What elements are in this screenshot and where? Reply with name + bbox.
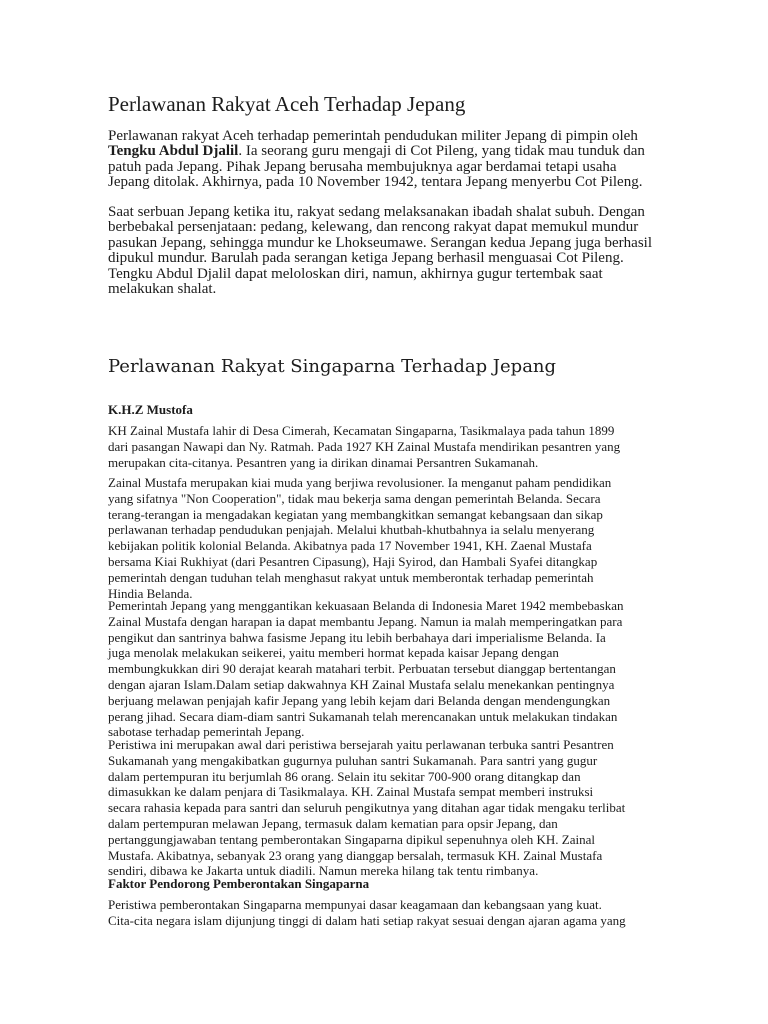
text-line: dipukul mundur. Barulah pada serangan ketiga Jepang berhasil menguasai Cot Pileng. (108, 250, 624, 267)
text-line: Jepang ditolak. Akhirnya, pada 10 November 1942, tentara Jepang menyerbu Cot Pileng. (108, 174, 643, 191)
text-line: Peristiwa pemberontakan Singaparna mempunyai dasar keagamaan dan kebangsaan yang kuat. (108, 897, 602, 912)
paragraph-aceh-2 (108, 205, 652, 297)
subheading-khz-mustofa: K.H.Z Mustofa (108, 402, 193, 417)
text-line: Pemerintah Jepang yang menggantikan kekuasaan Belanda di Indonesia Maret 1942 membebaskan (108, 598, 624, 613)
text-line: dalam pertempuran itu berjumlah 86 orang. Selain itu sekitar 700-900 orang ditangkap dan (108, 768, 581, 784)
text-line: kebijakan politik kolonial Belanda. Akibatnya pada 17 November 1941, KH. Zaenal Mustafa (108, 538, 592, 554)
text-line: pemerintah dengan tuduhan telah menghasut rakyat untuk memberontak terhadap pemerintah (108, 569, 594, 585)
paragraph-singaparna-5 (108, 897, 626, 929)
text-line: dimasukkan ke dalam penjara di Tasikmalaya. KH. Zainal Mustafa sempat memberi instruksi (108, 784, 594, 800)
text-line: dalam pertempuran melawan Jepang, termasuk dalam kematian para opsir Jepang, dan (108, 815, 558, 831)
text-line: secara rahasia kepada para santri dan seluruh pengikutnya yang ditahan agar tidak mengaku terlibat (108, 800, 626, 816)
text-line: Mustafa. Akibatnya, sebanyak 23 orang yang dianggap bersalah, termasuk KH. Zainal Mustafa (108, 847, 603, 863)
text-line: Zainal Mustafa dengan harapan ia dapat membantu Jepang. Namun ia malah memperingatkan para (108, 613, 623, 629)
text-line: Sukamanah yang mengakibatkan gugurnya puluhan santri Sukamanah. Para santri yang gugur (108, 752, 598, 768)
text-line: pasukan Jepang, sehingga mundur ke Lhokseumawe. Serangan kedua Jepang juga berhasil (108, 234, 653, 251)
text-line: pertanggungjawaban tentang pemberontakan Singaparna dipikul sepenuhnya oleh KH. Zainal (108, 831, 595, 847)
text-line: Zainal Mustafa merupakan kiai muda yang berjiwa revolusioner. Ia menganut paham pendidikan (108, 475, 612, 490)
text-line: pengikut dan santrinya bahwa fasisme Jepang itu lebih berbahaya dari imperialisme Belanda. Ia (108, 629, 606, 645)
text-line: KH Zainal Mustafa lahir di Desa Cimerah, Kecamatan Singaparna, Tasikmalaya pada tahun 1899 (108, 423, 615, 438)
text-line: berbebakal persenjataan: pedang, kelewang, dan rencong rakyat dapat memukul mundur (108, 219, 639, 236)
text-line: Saat serbuan Jepang ketika itu, rakyat sedang melaksanakan ibadah shalat subuh. Dengan (108, 204, 645, 220)
text-line: melakukan shalat. (108, 281, 217, 298)
bold-name-tengku-abdul-djalil: Tengku Abdul Djalil (108, 143, 239, 160)
text-line (108, 144, 645, 159)
text-line: juga menolak melakukan seikerei, yaitu memberi hormat kepada kaisar Jepang dengan (108, 645, 559, 661)
text-line: perang jihad. Secara diam-diam santri Sukamanah telah merencanakan untuk melakukan tindakan (108, 708, 618, 724)
text-line: membungkukkan diri 90 derajat kearah matahari terbit. Perbuatan tersebut dianggap bertentangan (108, 661, 616, 677)
paragraph-aceh-1 (108, 129, 645, 191)
text-line: patuh pada Jepang. Pihak Jepang berusaha membujuknya agar berdamai tetapi usaha (108, 158, 617, 175)
text-line: Cita-cita negara islam dijunjung tinggi di dalam hati setiap rakyat sesuai dengan ajaran agama yang (108, 912, 626, 928)
paragraph-singaparna-2 (108, 475, 611, 601)
text-line: Hindia Belanda. (108, 585, 193, 601)
text-fragment: . Ia seorang guru mengaji di Cot Pileng, yang tidak mau tunduk dan (238, 143, 645, 160)
paragraph-singaparna-3 (108, 598, 624, 740)
text-line: sendiri, dibawa ke Jakarta untuk diadili. Namun mereka hilang tak tentu rimbanya. (108, 863, 539, 879)
section-title-aceh: Perlawanan Rakyat Aceh Terhadap Jepang (108, 92, 466, 116)
text-line: terang-terangan ia mengadakan kegiatan yang membangkitkan semangat kebangsaan dan sikap (108, 506, 603, 522)
text-line: berjuang melawan penjajah kafir Jepang yang lebih kejam dari Belanda dengan mendengungkan (108, 692, 611, 708)
text-line: Tengku Abdul Djalil dapat meloloskan diri, namun, akhirnya gugur tertembak saat (108, 265, 603, 282)
text-line: sabotase terhadap pemerintah Jepang. (108, 724, 305, 740)
text-line: dari pasangan Nawapi dan Ny. Ratmah. Pada 1927 KH Zainal Mustafa mendirikan pesantren yang (108, 438, 621, 454)
text-line: dengan ajaran Islam.Dalam setiap dakwahnya KH Zainal Mustafa selalu menekankan pentingnya (108, 676, 615, 692)
subheading-faktor-pendorong: Faktor Pendorong Pemberontakan Singaparna (108, 876, 370, 891)
text-line: Peristiwa ini merupakan awal dari peristiwa bersejarah yaitu perlawanan terbuka santri Pesantren (108, 737, 614, 752)
text-line: perlawanan terhadap pendudukan penjajah. Melalui khutbah-khutbahnya ia selalu menyerang (108, 522, 595, 538)
text-line: yang sifatnya "Non Cooperation", tidak mau bekerja sama dengan pemerintah Belanda. Secara (108, 490, 601, 506)
text-line: bersama Kiai Rukhiyat (dari Pesantren Cipasung), Haji Syirod, dan Hambali Syafei ditangkap (108, 553, 598, 569)
paragraph-singaparna-4 (108, 737, 625, 879)
text-line: Perlawanan rakyat Aceh terhadap pemerintah pendudukan militer Jepang di pimpin oleh (108, 128, 638, 144)
section-title-singaparna: Perlawanan Rakyat Singaparna Terhadap Jepang (108, 356, 557, 377)
text-line: merupakan cita-citanya. Pesantren yang ia dirikan dinamai Persantren Sukamanah. (108, 454, 539, 470)
paragraph-singaparna-1 (108, 423, 620, 470)
